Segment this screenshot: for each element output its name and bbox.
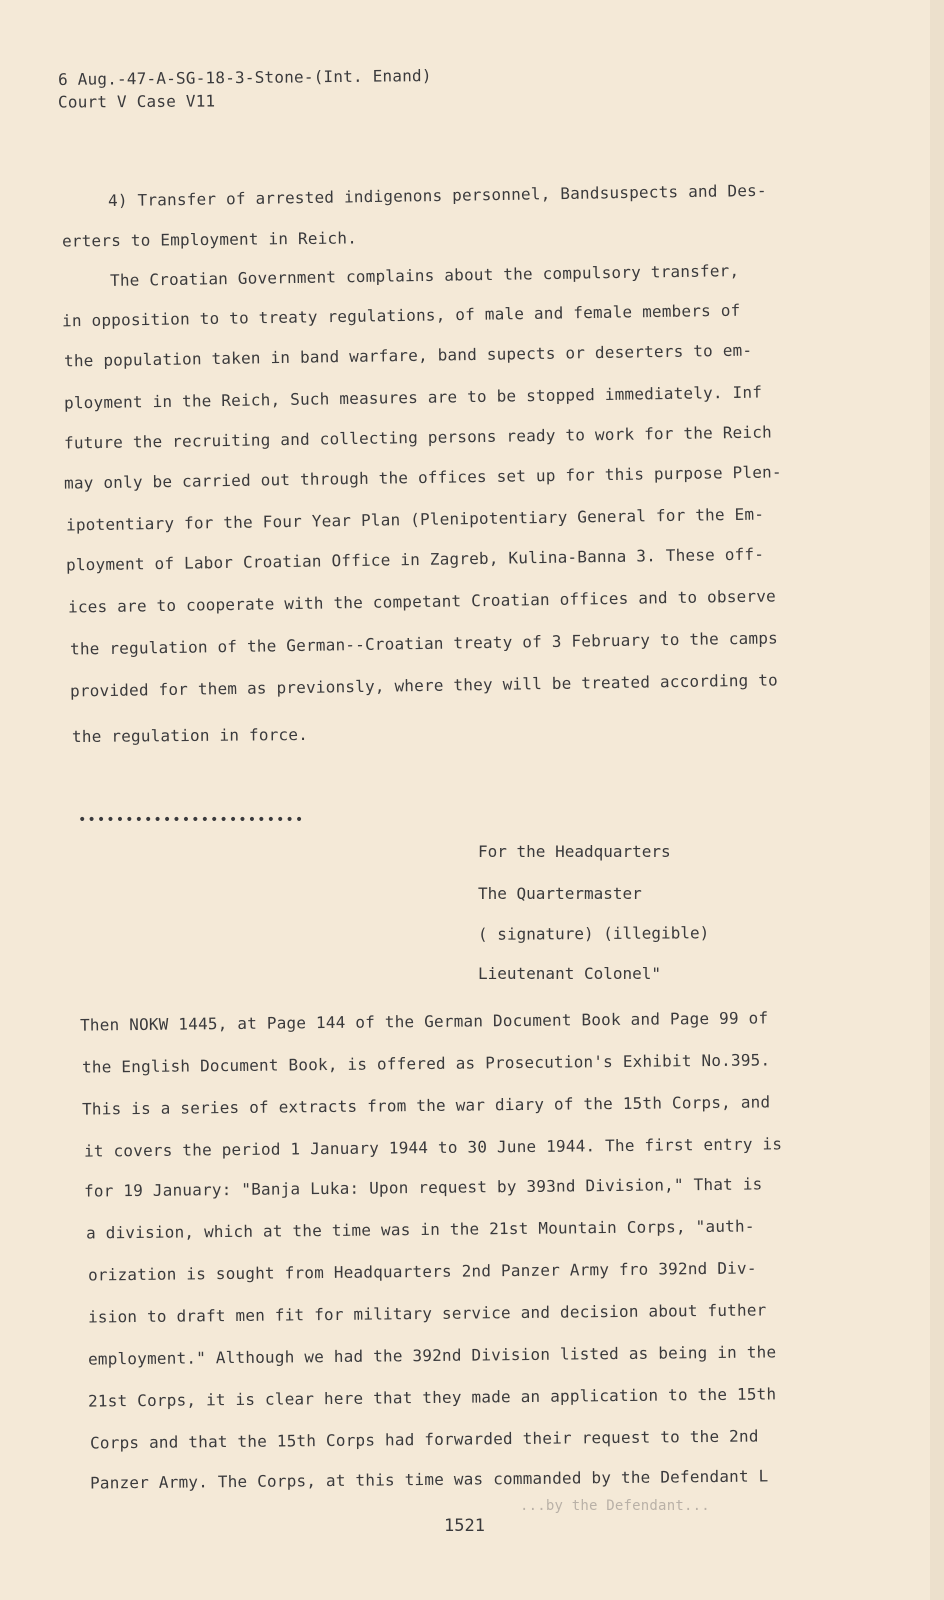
excerpt-line: the population taken in band warfare, band supects or deserters to em- [63,340,753,371]
excerpt-line: ployment of Labor Croatian Office in Zagreb, Kulina-Banna 3. These off- [65,544,765,575]
excerpt-line: ployment in the Reich, Such measures are to be stopped immediately. Inf [63,382,763,413]
testimony-line: it covers the period 1 January 1944 to 30 June 1944. The first entry is [83,1134,783,1161]
excerpt-line: provided for them as previonsly, where they will be treated according to [69,670,779,701]
page-number: 1521 [444,1516,485,1536]
testimony-line: Panzer Army. The Corps, at this time was commanded by the Defendant L [89,1466,769,1493]
header-line-1: 6 Aug.-47-A-SG-18-3-Stone-(Int. Enand) [57,66,432,89]
signature-line: ( signature) (illegible) [477,923,710,944]
signature-line: For the Headquarters [478,842,671,861]
excerpt-line: in opposition to to treaty regulations, of male and female members of [61,300,741,331]
testimony-line: Then NOKW 1445, at Page 144 of the German Document Book and Page 99 of [79,1008,769,1035]
dotted-separator: •••••••••••••••••••••••• [78,812,305,828]
header-line-2: Court V Case V11 [57,91,216,112]
testimony-line: 21st Corps, it is clear here that they made an application to the 15th [87,1384,777,1411]
excerpt-line: future the recruiting and collecting persons ready to work for the Reich [63,422,773,453]
excerpt-line: the regulation in force. [71,724,309,747]
bleed-through-text: ...by the Defendant... [520,1498,710,1514]
excerpt-line: ices are to cooperate with the competant Croatian offices and to observe [67,586,777,617]
signature-line: Lieutenant Colonel" [478,964,662,983]
excerpt-line: may only be carried out through the offices set up for this purpose Plen- [63,462,782,493]
excerpt-line: 4) Transfer of arrested indigenons personnel, Bandsuspects and Des- [107,180,767,211]
excerpt-line: ipotentiary for the Four Year Plan (Plenipotentiary General for the Em- [65,504,765,535]
signature-line: The Quartermaster [478,884,642,903]
testimony-line: orization is sought from Headquarters 2nd Panzer Army fro 392nd Div- [87,1258,757,1285]
testimony-line: the English Document Book, is offered as Prosecution's Exhibit No.395. [81,1050,771,1077]
excerpt-line: erters to Employment in Reich. [61,228,358,251]
testimony-line: ision to draft men fit for military service and decision about futher [87,1300,767,1327]
excerpt-line: the regulation of the German--Croatian treaty of 3 February to the camps [69,628,779,659]
testimony-line: for 19 January: "Banja Luka: Upon request by 393nd Division," That is [83,1174,763,1201]
testimony-line: employment." Although we had the 392nd Division listed as being in the [87,1342,777,1369]
testimony-line: Corps and that the 15th Corps had forwarded their request to the 2nd [89,1426,759,1453]
page-edge [930,0,944,1600]
excerpt-line: The Croatian Government complains about the compulsory transfer, [109,261,740,290]
testimony-line: This is a series of extracts from the war diary of the 15th Corps, and [81,1092,771,1119]
testimony-line: a division, which at the time was in the 21st Mountain Corps, "auth- [85,1216,755,1243]
